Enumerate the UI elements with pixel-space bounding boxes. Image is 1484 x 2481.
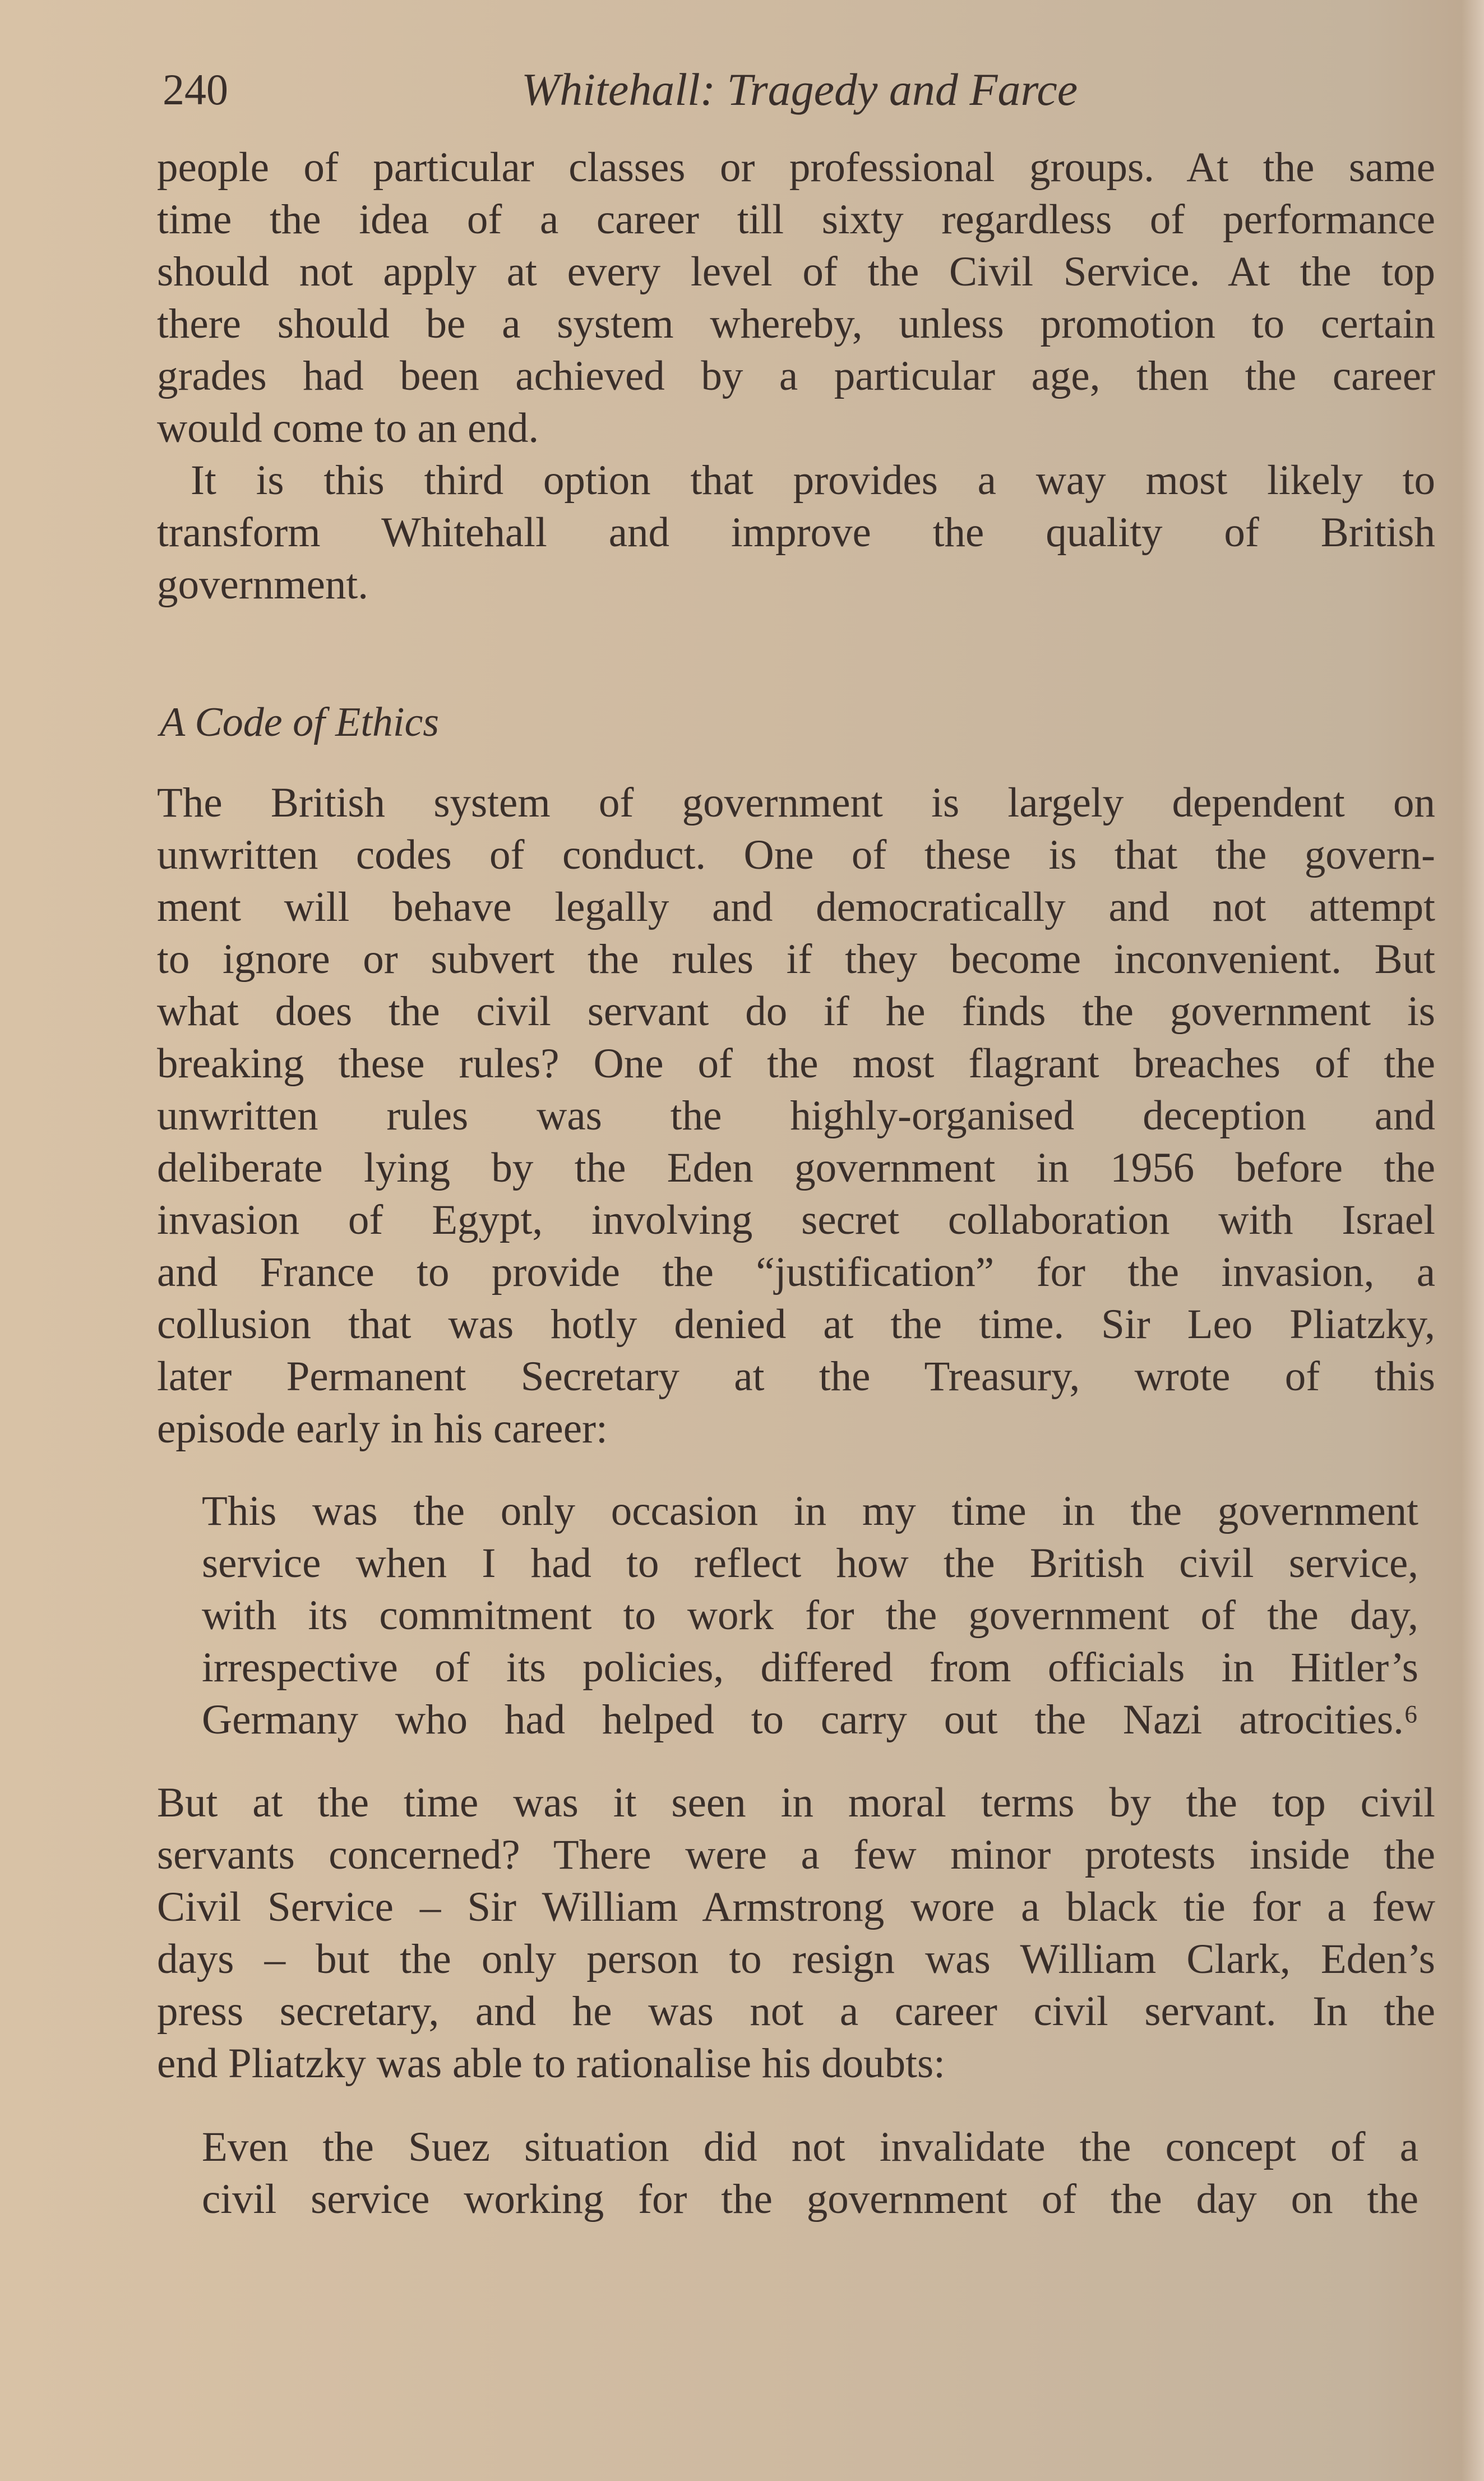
text-line: to ignore or subvert the rules if they become inconvenient. But bbox=[157, 936, 1435, 983]
text-line: would come to an end. bbox=[157, 405, 539, 451]
block-quote-1 bbox=[202, 1485, 1418, 1746]
text-line: government. bbox=[157, 561, 368, 608]
text-line: breaking these rules? One of the most flagrant breaches of the bbox=[157, 1040, 1435, 1087]
text-line: time the idea of a career till sixty regardless of performance bbox=[157, 196, 1435, 243]
text-line: ment will behave legally and democratically and not attempt bbox=[157, 884, 1435, 930]
paragraph-3 bbox=[157, 777, 1435, 1455]
text-line: The British system of government is largely dependent on bbox=[157, 780, 1435, 826]
text-line: there should be a system whereby, unless promotion to certain bbox=[157, 301, 1435, 347]
paragraph-4 bbox=[157, 1777, 1435, 2090]
text-line: It is this third option that provides a way most likely to bbox=[191, 457, 1435, 504]
text-line: unwritten codes of conduct. One of these is that the govern- bbox=[157, 832, 1435, 878]
text-line: and France to provide the “justification” for the invasion, a bbox=[157, 1249, 1435, 1295]
running-title: Whitehall: Tragedy and Farce bbox=[521, 64, 1078, 115]
text-line: Germany who had helped to carry out the Nazi atrocities.⁶ bbox=[202, 1696, 1418, 1743]
text-line: This was the only occasion in my time in the government bbox=[202, 1488, 1418, 1534]
text-line: service when I had to reflect how the British civil service, bbox=[202, 1540, 1418, 1587]
text-line: invasion of Egypt, involving secret collaboration with Israel bbox=[157, 1197, 1435, 1243]
page-edge bbox=[1462, 0, 1484, 2481]
text-line: later Permanent Secretary at the Treasury, wrote of this bbox=[157, 1353, 1435, 1400]
text-line: servants concerned? There were a few minor protests inside the bbox=[157, 1832, 1435, 1878]
page-number: 240 bbox=[163, 65, 228, 114]
paragraph-1 bbox=[157, 141, 1435, 454]
text-line: Even the Suez situation did not invalidate the concept of a bbox=[202, 2124, 1418, 2170]
text-line: collusion that was hotly denied at the time. Sir Leo Pliatzky, bbox=[157, 1301, 1435, 1348]
text-line: grades had been achieved by a particular age, then the career bbox=[157, 353, 1435, 399]
page-header bbox=[163, 59, 1435, 121]
text-line: press secretary, and he was not a career civil servant. In the bbox=[157, 1988, 1435, 2035]
paragraph-2 bbox=[157, 454, 1435, 611]
text-line: what does the civil servant do if he finds the government is bbox=[157, 988, 1435, 1035]
text-line: days – but the only person to resign was William Clark, Eden’s bbox=[157, 1936, 1435, 1982]
text-line: But at the time was it seen in moral terms by the top civil bbox=[157, 1779, 1435, 1826]
section-heading: A Code of Ethics bbox=[160, 699, 440, 745]
text-line: Civil Service – Sir William Armstrong wore a black tie for a few bbox=[157, 1884, 1435, 1930]
text-line: transform Whitehall and improve the quality of British bbox=[157, 509, 1435, 556]
text-line: unwritten rules was the highly-organised deception and bbox=[157, 1092, 1435, 1139]
text-line: civil service working for the government of the day on the bbox=[202, 2176, 1418, 2222]
block-quote-2 bbox=[202, 2121, 1418, 2225]
text-line: end Pliatzky was able to rationalise his doubts: bbox=[157, 2040, 945, 2087]
text-line: irrespective of its policies, differed from officials in Hitler’s bbox=[202, 1644, 1418, 1691]
text-line: episode early in his career: bbox=[157, 1405, 608, 1452]
text-line: people of particular classes or professional groups. At the same bbox=[157, 144, 1435, 191]
text-line: should not apply at every level of the Civil Service. At the top bbox=[157, 248, 1435, 295]
text-line: with its commitment to work for the government of the day, bbox=[202, 1592, 1418, 1639]
text-line: deliberate lying by the Eden government in 1956 before the bbox=[157, 1145, 1435, 1191]
